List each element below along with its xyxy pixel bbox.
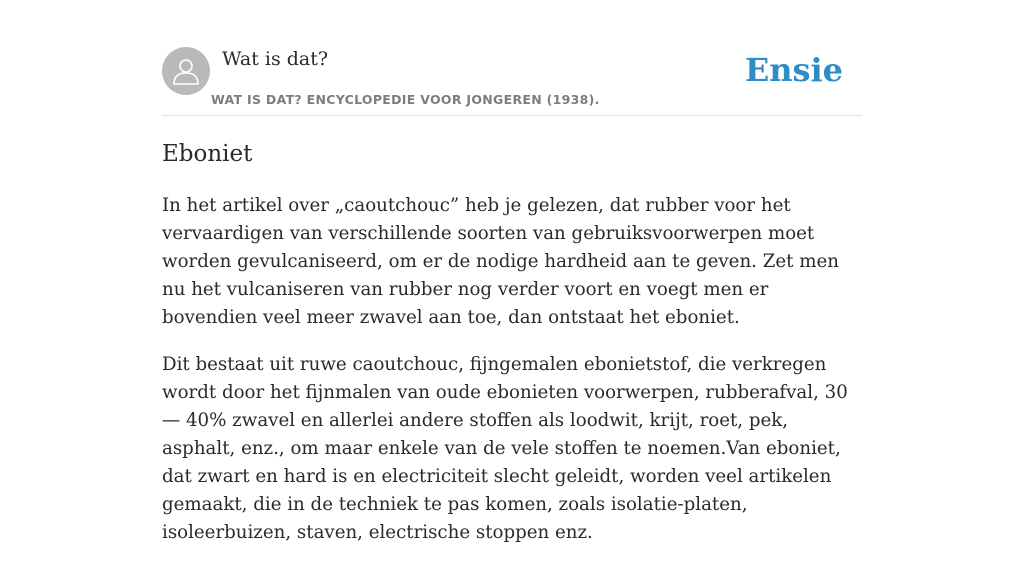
header (162, 46, 862, 116)
site-logo[interactable]: Ensie (744, 51, 843, 89)
user-icon (171, 56, 201, 86)
article-paragraph: Dit bestaat uit ruwe caoutchouc, fijngemalen ebonietstof, die verkregen wordt door het fijnmalen van oude ebonieten voorwerpen, rubberafval, 30— 40% zwavel en allerlei andere stoffen als loodwit, krijt, roet, pek, asphalt, enz., om maar enkele van de vele stoffen te noemen.Van eboniet, dat zwart en hard is en electriciteit slecht geleidt, worden veel artikelen gemaakt, die in de techniek te pas komen, zoals isolatie-platen, isoleerbuizen, staven, electrische stoppen enz. (162, 354, 848, 543)
article-paragraph: In het artikel over „caoutchouc” heb je gelezen, dat rubber voor het vervaardigen van verschillende soorten van gebruiksvoorwerpen moet worden gevulcaniseerd, om er de nodige hardheid aan te geven. Zet men nu het vulcaniseren van rubber nog verder voort en voegt men er bovendien veel meer zwavel aan toe, dan ontstaat het eboniet. (162, 195, 839, 328)
author-name[interactable]: Wat is dat? (222, 48, 329, 70)
article-title: Eboniet (162, 141, 253, 167)
avatar[interactable] (162, 47, 210, 95)
source-label[interactable]: WAT IS DAT? ENCYCLOPEDIE VOOR JONGEREN (1938). (211, 92, 600, 107)
article-body (162, 192, 862, 566)
